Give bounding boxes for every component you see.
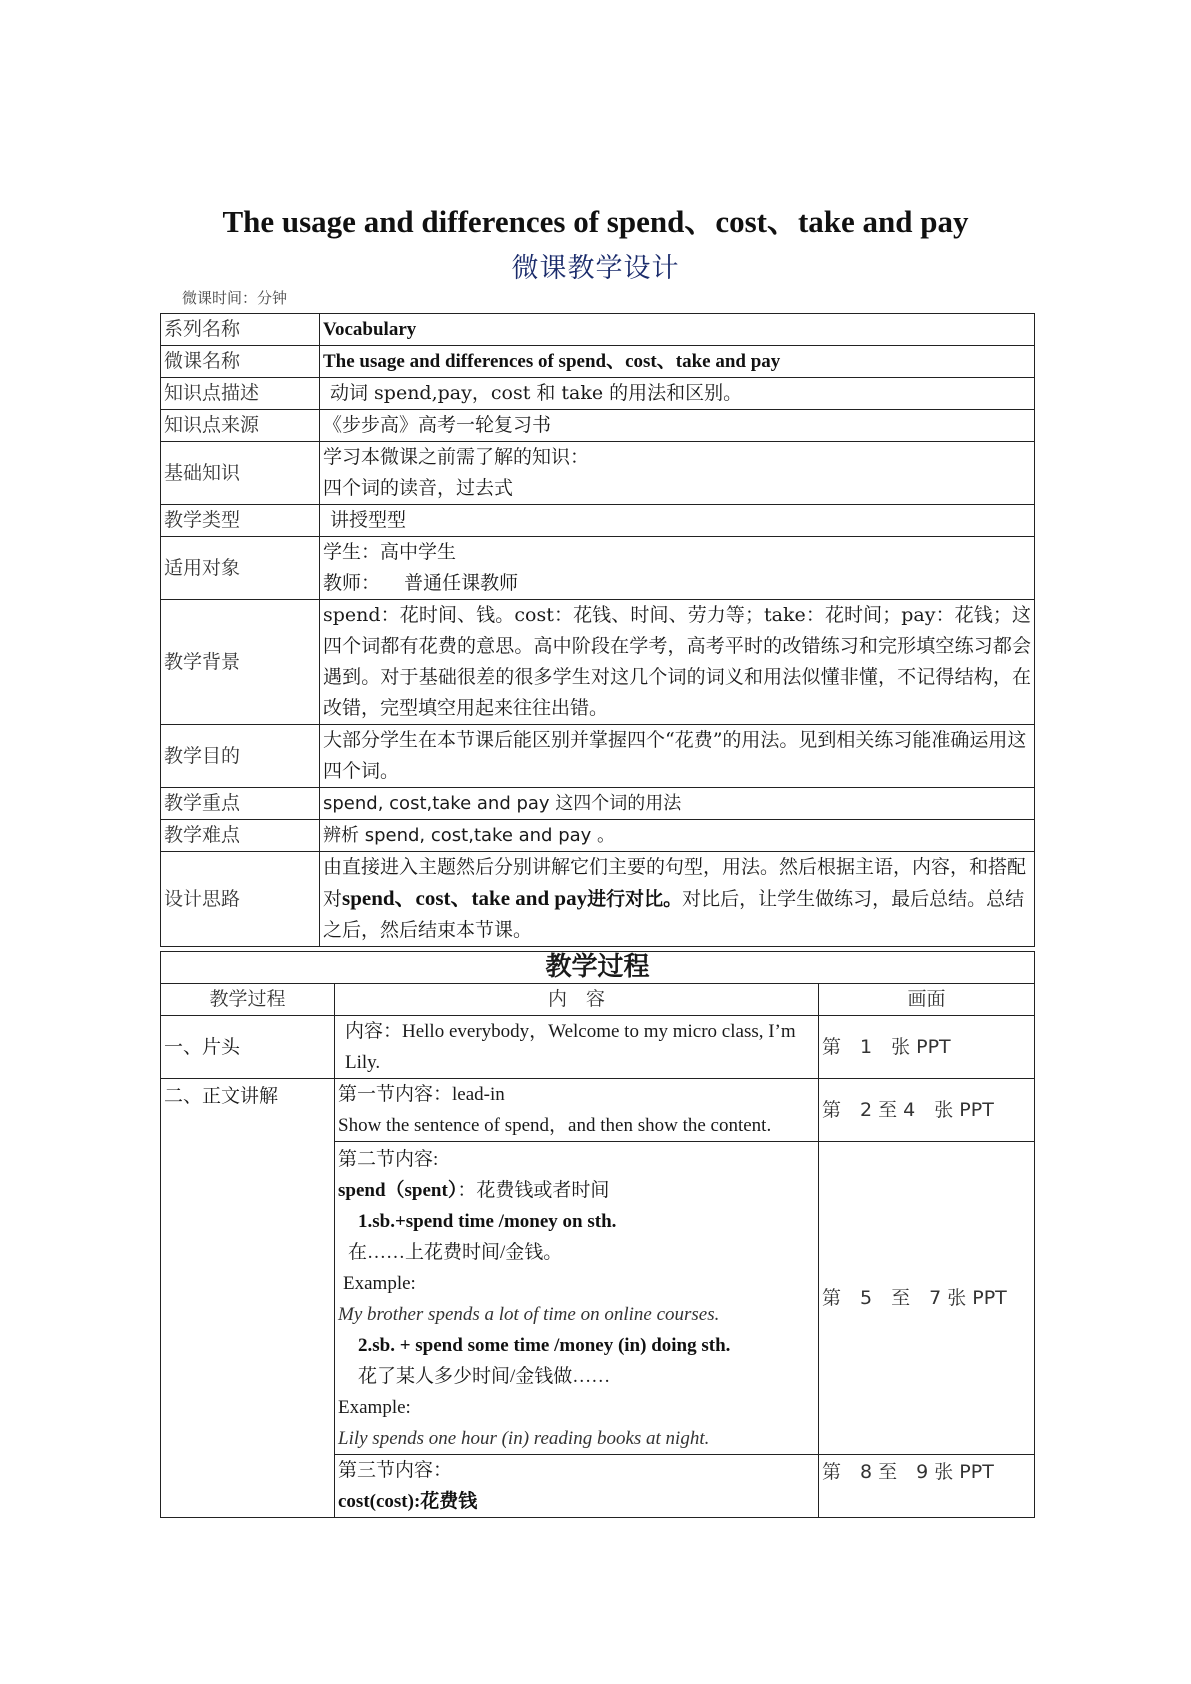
row4-screen: 第 8 至 9 张 PPT	[819, 1455, 1035, 1518]
row3-line-7: 2.sb. + spend some time /money (in) doing sth.	[358, 1335, 731, 1356]
key-point-value: spend, cost,take and pay 这四个词的用法	[320, 788, 1035, 820]
basics-label: 基础知识	[161, 442, 320, 505]
design-text-4: 对比后，	[682, 888, 759, 910]
basics-value	[320, 442, 1035, 505]
design-value	[320, 852, 1035, 947]
row2-step: 二、正文讲解	[161, 1079, 335, 1518]
row1-step: 一、片头	[161, 1016, 335, 1079]
audience-label: 适用对象	[161, 537, 320, 600]
process-heading-row	[161, 952, 1035, 984]
course-value: The usage and differences of spend、cost、take and pay	[320, 346, 1035, 378]
design-text-3: 进行对比。	[587, 888, 683, 910]
row3-line-10: Lily spends one hour (in) reading books at night.	[338, 1428, 710, 1449]
row1-screen: 第 1 张 PPT	[819, 1016, 1035, 1079]
info-row-course	[161, 346, 1035, 378]
column-screen: 画面	[819, 984, 1035, 1016]
row4-line-1: 第三节内容：	[338, 1460, 453, 1481]
row3-line-8: 花了某人多少时间/金钱做……	[358, 1366, 611, 1387]
row2-line-1: 第一节内容：lead-in	[338, 1084, 505, 1105]
type-label: 教学类型	[161, 505, 320, 537]
row3-line-5: Example:	[343, 1273, 416, 1294]
difficulty-label: 教学难点	[161, 820, 320, 852]
basics-line-1: 学习本微课之前需了解的知识：	[323, 446, 590, 468]
course-info-table	[160, 313, 1035, 947]
row2-line-2: Show the sentence of spend，and then show the content.	[338, 1115, 772, 1136]
background-label: 教学背景	[161, 600, 320, 725]
row2-screen: 第 2 至 4 张 PPT	[819, 1079, 1035, 1142]
info-row-type	[161, 505, 1035, 537]
info-row-description	[161, 378, 1035, 410]
process-row-section1	[161, 1079, 1035, 1142]
info-row-difficulty	[161, 820, 1035, 852]
info-row-series	[161, 314, 1035, 346]
course-duration: 微课时间：分钟	[182, 289, 288, 307]
design-text-5: 让学生做练习，最后总结。总结之后，然后结束本节课。	[323, 888, 1025, 941]
process-heading: 教学过程	[161, 952, 1035, 984]
info-row-goal	[161, 725, 1035, 788]
source-label: 知识点来源	[161, 410, 320, 442]
process-row-intro	[161, 1016, 1035, 1079]
difficulty-value: 辨析 spend, cost,take and pay 。	[320, 820, 1035, 852]
column-content: 内 容	[335, 984, 819, 1016]
row2-content	[335, 1079, 819, 1142]
info-row-background	[161, 600, 1035, 725]
basics-line-2: 四个词的读音，过去式	[323, 477, 514, 499]
info-row-source	[161, 410, 1035, 442]
row3-line-3: 1.sb.+spend time /money on sth.	[358, 1211, 617, 1232]
type-value: 讲授型型	[320, 505, 1035, 537]
series-label: 系列名称	[161, 314, 320, 346]
column-step: 教学过程	[161, 984, 335, 1016]
design-text-2: spend、cost、take and pay	[342, 886, 588, 910]
row3-line-2	[338, 1175, 815, 1206]
info-row-key-point	[161, 788, 1035, 820]
row3-line-4: 在……上花费时间/金钱。	[348, 1242, 563, 1263]
row3-content	[335, 1142, 819, 1455]
source-value: 《步步高》高考一轮复习书	[320, 410, 1035, 442]
background-value: spend：花时间、钱。cost：花钱、时间、劳力等；take：花时间；pay：花钱；这四个词都有花费的意思。高中阶段在学考，高考平时的改错练习和完形填空练习都会遇到。对于基础很差的很多学生对这几个词的词义和用法似懂非懂，不记得结构，在改错，完型填空用起来往往出错。	[320, 600, 1035, 725]
course-label: 微课名称	[161, 346, 320, 378]
process-table	[160, 951, 1035, 1518]
row3-spend-meaning: ：花费钱或者时间	[457, 1180, 610, 1201]
series-value: Vocabulary	[320, 314, 1035, 346]
document-title: The usage and differences of spend、cost、take and pay	[222, 204, 969, 239]
row4-content	[335, 1455, 819, 1518]
row3-screen: 第 5 至 7 张 PPT	[819, 1142, 1035, 1455]
row3-line-9: Example:	[338, 1397, 411, 1418]
process-column-row	[161, 984, 1035, 1016]
row3-line-6: My brother spends a lot of time on online courses.	[338, 1304, 720, 1325]
document-subtitle: 微课教学设计	[511, 253, 680, 284]
key-point-label: 教学重点	[161, 788, 320, 820]
row3-line-1: 第二节内容:	[338, 1149, 439, 1170]
row3-spend-term: spend（spent）	[338, 1180, 458, 1201]
info-row-basics	[161, 442, 1035, 505]
goal-label: 教学目的	[161, 725, 320, 788]
goal-value: 大部分学生在本节课后能区别并掌握四个“花费”的用法。见到相关练习能准确运用这四个词。	[320, 725, 1035, 788]
audience-line-2: 教师： 普通任课教师	[323, 572, 519, 594]
description-value: 动词 spend,pay，cost 和 take 的用法和区别。	[320, 378, 1035, 410]
audience-value	[320, 537, 1035, 600]
row1-content: 内容：Hello everybody，Welcome to my micro class, I’m Lily.	[335, 1016, 819, 1079]
audience-line-1: 学生：高中学生	[323, 541, 457, 563]
design-label: 设计思路	[161, 852, 320, 947]
info-row-audience	[161, 537, 1035, 600]
description-label: 知识点描述	[161, 378, 320, 410]
row4-line-2: cost(cost):花费钱	[338, 1491, 478, 1512]
design-text-1: 由直接进入主题然后分别讲解它们主要的句型，用法。然后根据主语，内容，和搭配对	[323, 856, 1027, 910]
info-row-design	[161, 852, 1035, 947]
